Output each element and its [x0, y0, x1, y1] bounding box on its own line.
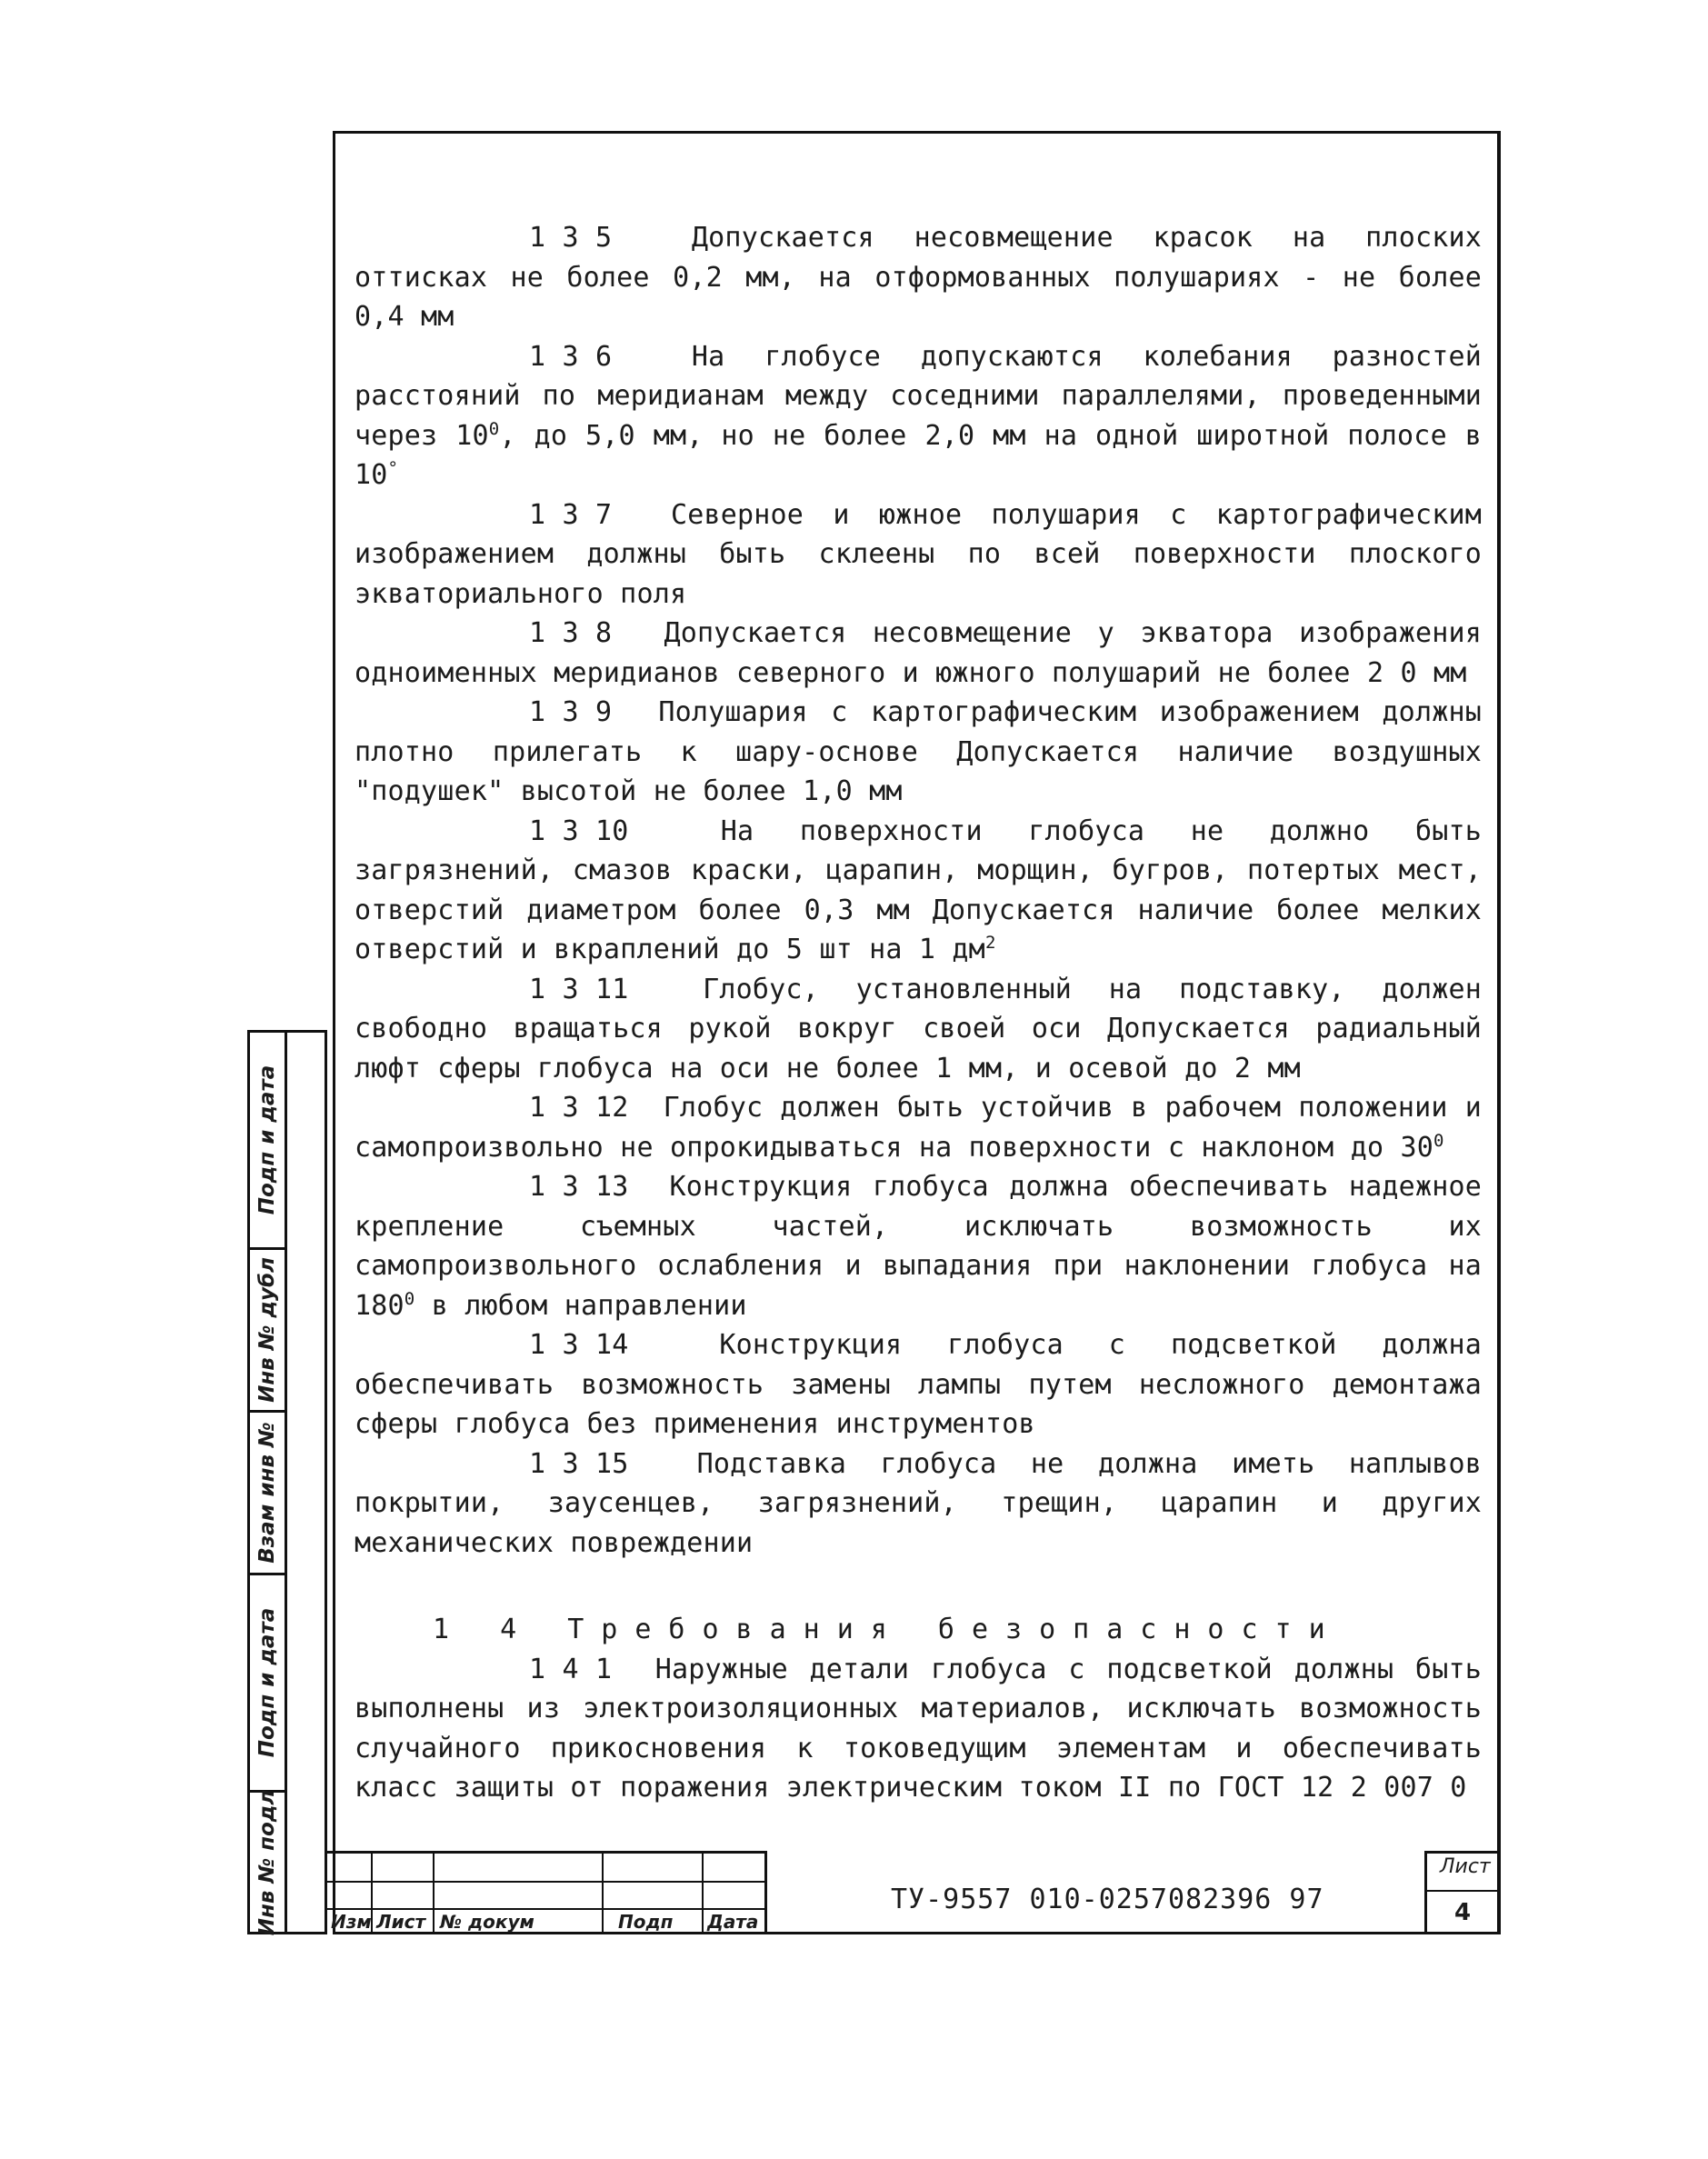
title-block	[327, 1851, 1501, 1934]
paragraph-1-3-14: 1 3 14 Конструкция глобуса с подсветкой должна обеспечивать возможность замены лампы путем несложного демонтажа сферы глобуса без применения инструментов	[355, 1329, 1483, 1440]
side-cell-sign-date-top: Подп и дата	[250, 1033, 285, 1250]
tb-row-line	[327, 1908, 764, 1910]
sheet-divider	[1427, 1890, 1497, 1892]
paragraph-1-3-7: 1 3 7 Северное и южное полушария с картографическим изображением должны быть склеены по всей поверхности плоского экваториального поля	[355, 498, 1482, 610]
paragraph-1-3-15: 1 3 15 Подставка глобуса не должна иметь наплывов покрытии, заусенцев, загрязнений, трещин, царапин и других механических повреждении	[355, 1447, 1483, 1559]
document-body	[355, 218, 1482, 1808]
paragraph-1-3-9: 1 3 9 Полушария с картографическим изображением должны плотно прилегать к шару-основе Допускается наличие воздушных "подушек" высотой не более 1,0 мм	[355, 696, 1482, 807]
title-block-grid	[327, 1851, 767, 1934]
tb-row-line	[327, 1881, 764, 1883]
tb-label-sign: Подп	[618, 1911, 674, 1933]
side-stamp	[247, 1030, 327, 1934]
paragraph-1-3-11: 1 3 11 Глобус, установленный на подставку, должен свободно вращаться рукой вокруг своей оси Допускается радиальный люфт сферы глобуса на оси не более 1 мм, и осевой до 2 мм	[355, 973, 1482, 1084]
paragraph-1-3-12: 1 3 12 Глобус должен быть устойчив в рабочем положении и самопроизвольно не опрокидываться на поверхности с наклоном до $30^0$	[355, 1092, 1482, 1164]
document-code: ТУ-9557 010-0257082396 97	[891, 1884, 1324, 1915]
tb-col-line	[433, 1854, 434, 1934]
paragraph-1-3-6: 1 3 6 На глобусе допускаются колебания разностей расстояний по меридианам между соседними параллелями, проведенными через $10^0$, до 5,0 мм, но не более 2,0 мм на одной широтной полосе в 10°	[355, 340, 1483, 491]
paragraph-1-3-5: 1 3 5 Допускается несовмещение красок на плоских оттисках не более 0,2 мм, на отформованных полушариях - не более 0,4 мм	[355, 222, 1483, 333]
tb-label-izm: Изм	[331, 1911, 372, 1933]
side-stamp-divider	[285, 1033, 287, 1932]
tb-col-line	[602, 1854, 604, 1934]
side-cell-vzam-inv: Взам инв №	[250, 1413, 285, 1575]
sheet-label: Лист	[1440, 1855, 1491, 1878]
tb-col-line	[702, 1854, 704, 1934]
tb-label-doc: № докум	[440, 1911, 534, 1933]
paragraph-1-3-10: 1 3 10 На поверхности глобуса не должно быть загрязнений, смазов краски, царапин, морщин, бугров, потертых мест, отверстий диаметром более 0,3 мм Допускается наличие более мелких отверстий и вкраплений до 5 шт на 1 $дм^2$	[355, 815, 1482, 965]
sheet-number: 4	[1454, 1899, 1472, 1926]
tb-label-list: Лист	[376, 1911, 426, 1933]
paragraph-1-3-13: 1 3 13 Конструкция глобуса должна обеспечивать надежное крепление съемных частей, исключать возможность их самопроизвольного ослабления и выпадания при наклонении глобуса на $180^0$ в любом направлении	[355, 1171, 1482, 1322]
section-heading: 1 4 Требования безопасности	[433, 1614, 1343, 1645]
tb-label-date: Дата	[707, 1911, 759, 1933]
paragraph-1-3-8: 1 3 8 Допускается несовмещение у экватора изображения одноименных меридианов северного и южного полушарий не более 2 0 мм	[355, 617, 1482, 689]
side-cell-sign-date-bottom: Подп и дата	[250, 1575, 285, 1793]
sheet-box	[1424, 1851, 1497, 1934]
side-cell-inv-dubl: Инв № дубл	[250, 1250, 285, 1413]
paragraph-1-4-1: 1 4 1 Наружные детали глобуса с подсветкой должны быть выполнены из электроизоляционных материалов, исключать возможность случайного прикосновения к токоведущим элементам и обеспечивать класс защиты от поражения электрическим током II по ГОСТ 12 2 007 0	[355, 1653, 1482, 1804]
side-cell-inv-podl: Инв № подл	[255, 1789, 279, 1935]
